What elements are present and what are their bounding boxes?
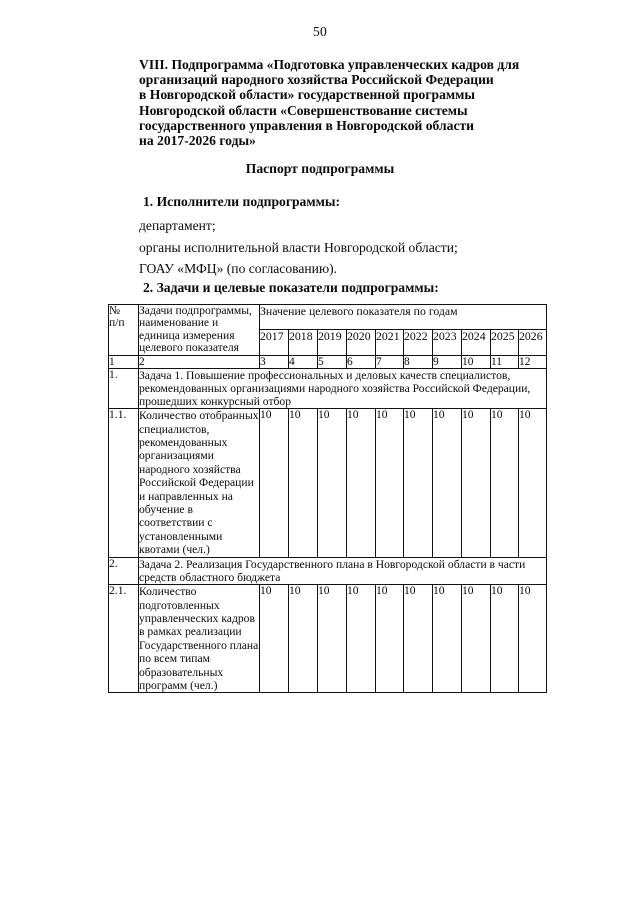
section-one-heading: 1. Исполнители подпрограммы: bbox=[143, 194, 341, 209]
header-year-2025: 2025 bbox=[491, 330, 519, 355]
executor-item: департамент; bbox=[139, 218, 216, 233]
row-value-2020: 10 bbox=[347, 409, 376, 557]
table-row bbox=[109, 368, 547, 409]
colnum-5: 5 bbox=[318, 355, 347, 368]
row-indicator-name: Количество отобранных специалистов, рекомендованных организациями народного хозяйства Российской Федерации и направленных на обучение в соответствии с установленными квотами (чел.) bbox=[139, 409, 259, 557]
row-value-2021: 10 bbox=[376, 409, 404, 557]
table-row bbox=[109, 409, 547, 557]
header-year-2020: 2020 bbox=[347, 330, 376, 355]
row-task-text: Задача 2. Реализация Государственного плана в Новгородской области в части средств областного бюджета bbox=[139, 557, 547, 584]
row-value-2021: 10 bbox=[376, 585, 404, 693]
page-number: 50 bbox=[313, 24, 327, 39]
indicators-table bbox=[108, 304, 547, 693]
colnum-2: 2 bbox=[139, 355, 260, 368]
row-value-2022: 10 bbox=[404, 409, 433, 557]
row-value-2018: 10 bbox=[289, 409, 318, 557]
header-no-line2: п/п bbox=[109, 316, 125, 330]
header-year-2026: 2026 bbox=[519, 330, 547, 355]
section-two-heading: 2. Задачи и целевые показатели подпрограммы: bbox=[143, 280, 439, 295]
header-cell-no bbox=[109, 305, 139, 356]
colnum-12: 12 bbox=[519, 355, 547, 368]
row-value-2019: 10 bbox=[318, 585, 347, 693]
row-value-2023: 10 bbox=[433, 585, 462, 693]
row-index: 1. bbox=[109, 368, 139, 409]
header-no-line1: № bbox=[109, 304, 121, 317]
row-task-text: Задача 1. Повышение профессиональных и деловых качеств специалистов, рекомендованных организациями народного хозяйства Российской Федерации, прошедших конкурсный отбор bbox=[139, 368, 547, 409]
executors-list bbox=[139, 215, 559, 280]
row-value-2019: 10 bbox=[318, 409, 347, 557]
executor-item: органы исполнительной власти Новгородской области; bbox=[139, 239, 458, 255]
colnum-6: 6 bbox=[347, 355, 376, 368]
table-row bbox=[109, 557, 547, 584]
table-column-number-row bbox=[109, 355, 547, 368]
indicators-table-wrapper bbox=[108, 304, 543, 693]
colnum-10: 10 bbox=[462, 355, 491, 368]
row-value-2024: 10 bbox=[462, 409, 491, 557]
colnum-1: 1 bbox=[109, 355, 139, 368]
title-line-3: в Новгородской области» государственной программы bbox=[139, 87, 476, 103]
header-year-2017: 2017 bbox=[260, 330, 289, 355]
table-header-row-1 bbox=[109, 305, 547, 330]
row-value-2020: 10 bbox=[347, 585, 376, 693]
row-indicator-name: Количество подготовленных управленческих кадров в рамках реализации Государственного плана по всем типам образовательных программ (чел.) bbox=[139, 585, 259, 692]
row-value-2022: 10 bbox=[404, 585, 433, 693]
row-index: 1.1. bbox=[109, 409, 139, 557]
table-header bbox=[109, 305, 547, 369]
row-value-2023: 10 bbox=[433, 409, 462, 557]
title-line-6: на 2017-2026 годы» bbox=[139, 133, 256, 149]
title-line-5: государственного управления в Новгородской области bbox=[139, 117, 474, 133]
row-value-2026: 10 bbox=[519, 409, 547, 557]
row-value-2024: 10 bbox=[462, 585, 491, 693]
colnum-8: 8 bbox=[404, 355, 433, 368]
colnum-3: 3 bbox=[260, 355, 289, 368]
document-title bbox=[139, 57, 539, 148]
colnum-11: 11 bbox=[491, 355, 519, 368]
colnum-9: 9 bbox=[433, 355, 462, 368]
header-year-2022: 2022 bbox=[404, 330, 433, 355]
title-line-1: VIII. Подпрограмма «Подготовка управленческих кадров для bbox=[139, 57, 520, 72]
row-index: 2.1. bbox=[109, 585, 139, 693]
header-year-2021: 2021 bbox=[376, 330, 404, 355]
executor-item: ГОАУ «МФЦ» (по согласованию). bbox=[139, 261, 338, 276]
row-value-2025: 10 bbox=[491, 409, 519, 557]
row-value-2025: 10 bbox=[491, 585, 519, 693]
header-cell-values-group: Значение целевого показателя по годам bbox=[260, 305, 547, 330]
row-value-2017: 10 bbox=[260, 409, 289, 557]
header-year-2018: 2018 bbox=[289, 330, 318, 355]
colnum-7: 7 bbox=[376, 355, 404, 368]
header-year-2024: 2024 bbox=[462, 330, 491, 355]
header-year-2023: 2023 bbox=[433, 330, 462, 355]
table-body bbox=[109, 368, 547, 693]
row-value-2026: 10 bbox=[519, 585, 547, 693]
header-year-2019: 2019 bbox=[318, 330, 347, 355]
colnum-4: 4 bbox=[289, 355, 318, 368]
header-cell-task: Задачи подпрограммы, наименование и единица измерения целевого показателя bbox=[139, 305, 260, 356]
title-line-4: Новгородской области «Совершенствование системы bbox=[139, 102, 468, 118]
passport-heading: Паспорт подпрограммы bbox=[245, 161, 395, 176]
title-line-2: организаций народного хозяйства Российской Федерации bbox=[139, 72, 494, 88]
row-index: 2. bbox=[109, 557, 139, 584]
table-row bbox=[109, 585, 547, 693]
row-value-2017: 10 bbox=[260, 585, 289, 693]
row-value-2018: 10 bbox=[289, 585, 318, 693]
